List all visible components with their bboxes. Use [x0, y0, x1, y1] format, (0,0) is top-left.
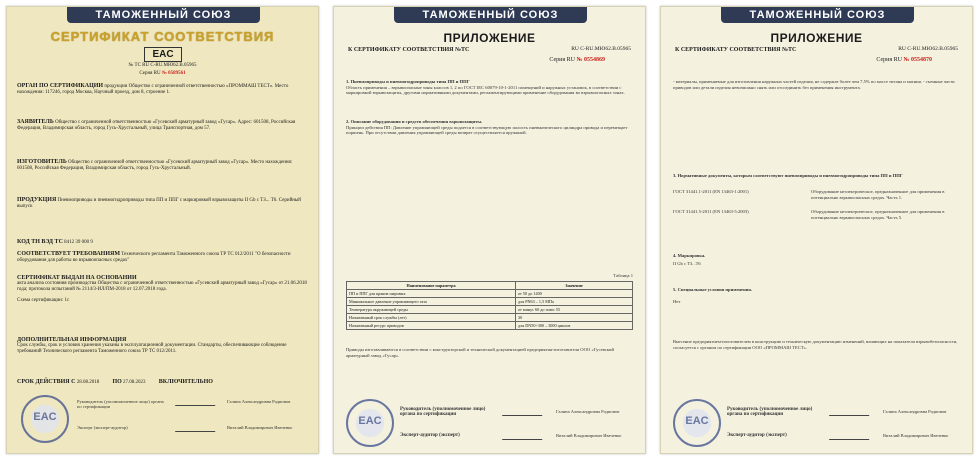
section-4-text: II Gb c T3...T6 [673, 261, 701, 266]
stamp-eac-mark: EAC [358, 415, 382, 427]
customs-union-banner: ТАМОЖЕННЫЙ СОЮЗ [67, 7, 260, 23]
head-signature-label: Руководитель (уполномоченное лицо) органа по сертификации [400, 407, 486, 417]
head-signature [502, 405, 546, 416]
appendix-subtitle: К СЕРТИФИКАТУ СООТВЕТСТВИЯ №ТС [675, 47, 797, 53]
product-label: ПРОДУКЦИЯ [17, 197, 57, 203]
series-number: № 0554869 [576, 57, 605, 63]
expert-signature [829, 429, 873, 440]
maker-text: Общество с ограниченной ответственностью «Гусевский арматурный завод «Гусар». Место нахождения: 601508, Российская Федерация, Владимирская область, город Гусь-Хрустальный. [17, 160, 293, 172]
valid-to-label: ПО [112, 379, 122, 385]
valid-from-label: СРОК ДЕЙСТВИЯ С [17, 379, 76, 385]
table-row [347, 322, 633, 330]
requirements-block [17, 251, 308, 264]
table-cell-value: 30 [516, 314, 633, 322]
organ-label: ОРГАН ПО СЕРТИФИКАЦИИ [17, 83, 104, 89]
table-cell-value: для DN50÷300 – 3000 циклов [516, 322, 633, 330]
expert-name: Виталий Владимирович Ивеченко [883, 433, 949, 438]
section-5-text: Нет [673, 299, 681, 304]
customs-union-banner: ТАМОЖЕННЫЙ СОЮЗ [721, 7, 914, 23]
extra-text: Срок службы, срок и условия хранения указаны в эксплуатационной документации. Стандарты, обеспечивающие соблюдение требований Технического регламента Таможенного союза ТР ТС 012/2011. [17, 343, 287, 355]
appendix-subtitle: К СЕРТИФИКАТУ СООТВЕТСТВИЯ №ТС [348, 47, 470, 53]
standard-2-desc: Оборудование неэлектрическое, предназначенное для применения в потенциально взрывоопасных средах. Часть 5. [811, 209, 945, 220]
head-name: Галина Александровна Родионов [556, 409, 620, 414]
certification-stamp [21, 395, 69, 443]
product-text: Пневмоприводы и пневмогидроприводы типа ПП и ППГ с маркировкой взрывозащиты II Gb с ТЗ... Т6. Серийный выпуск [17, 198, 301, 210]
parameters-table [346, 281, 633, 330]
basis-text: акта анализа состояния производства Общества с ограниченной ответственностью «Гусевский арматурный завод «Гусар» от 21.06.2018 года; протокола испытаний № 2114/3-ИЛ/ПМ-2018 от 12.07.2018 года. [17, 281, 307, 293]
appendix-title: ПРИЛОЖЕНИЕ [770, 31, 863, 45]
stamp-eac-mark: EAC [685, 415, 709, 427]
head-signature [829, 405, 873, 416]
table-row [347, 306, 633, 314]
expert-signature [175, 421, 219, 432]
code-label: КОД ТН ВЭД ТС [17, 239, 63, 245]
head-signature-label: Руководитель (уполномоченное лицо) органа по сертификации [77, 399, 164, 409]
series-row [17, 71, 308, 77]
maker-label: ИЗГОТОВИТЕЛЬ [17, 159, 67, 165]
code-value: 8412 39 000 9 [64, 240, 93, 245]
series-number: № 0554870 [903, 57, 932, 63]
expert-name: Виталий Владимирович Ивеченко [227, 425, 293, 430]
head-name: Галина Александровна Родионов [227, 399, 291, 404]
table-cell-param: Минимальное давление управляющего газа [347, 298, 516, 306]
head-signature [175, 395, 219, 406]
table-caption: Таблица 1 [613, 273, 633, 278]
table-cell-param: Назначенный ресурс приводов [347, 322, 516, 330]
section-3-title: 3. Нормативные документы, которым соответствуют пневмоприводы и пневмогидроприводы типа ПП и ППГ [673, 173, 903, 178]
table-cell-param: ПП и ППГ для кранов шаровых [347, 290, 516, 298]
applicant-block [17, 119, 308, 132]
appendix-series-row [549, 57, 605, 63]
organ-text: продукции Общество с ограниченной ответственностью «ПРОММАШ ТЕСТ». Место нахождения: 117246, город Москва, Научный проезд, дом 8, строение 1. [17, 84, 289, 96]
certificate-title: СЕРТИФИКАТ СООТВЕТСТВИЯ [50, 29, 275, 44]
series-label: Серия RU [139, 71, 161, 76]
expert-signature-label: Эксперт-аудитор (эксперт) [727, 433, 787, 438]
expert-signature [502, 429, 546, 440]
eac-mark: EAC [144, 47, 182, 62]
table-cell-value: от 50 до 1400 [516, 290, 633, 298]
section-5-title: 5. Специальные условия применения. [673, 287, 752, 292]
extra-label: ДОПОЛНИТЕЛЬНАЯ ИНФОРМАЦИЯ [17, 337, 127, 343]
head-signature-label: Руководитель (уполномоченное лицо) органа по сертификации [727, 407, 813, 417]
section-1-text: Область применения – взрывоопасные зоны классов 1, 2 по ГОСТ IEC 60079-10-1-2011 помещений и наружных установок, в соответствии с маркировкой взрывозащиты, другими нормативными документами, регламентирующими применение оборудования во взрывоопасных зонах. [346, 84, 625, 96]
stamp-eac-mark: EAC [33, 411, 57, 423]
appendix-page-1 [333, 6, 646, 454]
closing-text: Внесение предприятием-изготовителем в конструкцию и техническую документацию изменений, влияющих на показатели взрывобезопасности, согласуется с органом по сертификации ООО «ПРОММАШ ТЕСТ». [673, 339, 958, 350]
organ-block [17, 83, 308, 96]
table-cell-param: Назначенный срок службы (лет) [347, 314, 516, 322]
appendix-code: RU С-RU.МЮ62.В.05965 [571, 46, 631, 52]
certification-stamp [346, 399, 394, 447]
valid-from-value: 28.08.2018 [76, 380, 100, 385]
customs-union-banner: ТАМОЖЕННЫЙ СОЮЗ [394, 7, 587, 23]
table-row [347, 314, 633, 322]
table-cell-param: Температура окружающей среды [347, 306, 516, 314]
requirements-label: СООТВЕТСТВУЕТ ТРЕБОВАНИЯМ [17, 251, 120, 257]
inclusive-label: ВКЛЮЧИТЕЛЬНО [158, 379, 213, 385]
series-label: Серия RU [549, 57, 575, 63]
standard-1-desc: Оборудование неэлектрическое, предназначенное для применения в потенциально взрывоопасных средах. Часть 1. [811, 189, 945, 200]
series-label: Серия RU [876, 57, 902, 63]
series-number: № 0589561 [161, 71, 186, 76]
standard-2: ГОСТ 31441.5-2011 (EN 13463-5:2003) [673, 209, 749, 214]
scheme-text: Схема сертификации: 1с [17, 297, 70, 303]
table-header-param: Наименование параметра [347, 282, 516, 290]
basis-block [17, 275, 308, 304]
table-header-row [347, 282, 633, 290]
table-row [347, 290, 633, 298]
code-block [17, 239, 308, 246]
materials-text: - материалы, применяемые для изготовления наружных частей изделия, не содержат более чем 7,5% по массе титана и магния. - съемные части приводов или детали изделия невозможно снять или отсоединить без применения инструмента. [673, 79, 955, 90]
product-block [17, 197, 308, 210]
appendix-title: ПРИЛОЖЕНИЕ [443, 31, 536, 45]
appendix-page-2 [660, 6, 973, 454]
section-2 [346, 119, 633, 136]
validity-row [17, 379, 308, 386]
section-1-title: 1. Пневмоприводы и пневмогидроприводы типа ПП и ППГ [346, 79, 470, 84]
expert-name: Виталий Владимирович Ивеченко [556, 433, 622, 438]
section-4-title: 4. Маркировка. [673, 253, 706, 258]
table-header-value: Значение [516, 282, 633, 290]
extra-block [17, 337, 308, 356]
table-row [347, 298, 633, 306]
valid-to-value: 27.08.2023 [123, 380, 146, 385]
certificate-number: № ТС RU С-RU.МЮ62.В.05965 [128, 63, 197, 68]
applicant-label: ЗАЯВИТЕЛЬ [17, 119, 54, 125]
table-cell-value: для PN63 – 1,5 МПа [516, 298, 633, 306]
section-2-text: Принцип действия ПП: Давление управляющей среды подается в соответствующую полость пневматического цилиндра привода и перемещает поршень. При отсутствии давления управляющей среды возврат осуществляется пружиной. [346, 124, 628, 136]
standard-1: ГОСТ 31441.1-2011 (EN 13463-1:2001) [673, 189, 749, 194]
section-2-title: 2. Описание оборудования и средств обеспечения взрывозащиты. [346, 119, 483, 124]
head-name: Галина Александровна Родионов [883, 409, 947, 414]
section-3-text: Приводы изготавливаются в соответствии с конструкторской и технической документацией предприятия-изготовителя ООО «Гусевский арматурный завод «Гусар». [346, 347, 614, 358]
appendix-code: RU С-RU.МЮ62.В.05965 [898, 46, 958, 52]
requirements-text: Технического регламента Таможенного союза ТР ТС 012/2011 "О безопасности оборудования для работы во взрывоопасных средах" [17, 252, 291, 264]
basis-label: СЕРТИФИКАТ ВЫДАН НА ОСНОВАНИИ [17, 275, 137, 281]
expert-signature-label: Эксперт-аудитор (эксперт) [400, 433, 460, 438]
certification-stamp [673, 399, 721, 447]
appendix-series-row [876, 57, 932, 63]
expert-signature-label: Эксперт (эксперт-аудитор) [77, 425, 128, 430]
certificate-page [6, 6, 319, 454]
applicant-text: Общество с ограниченной ответственностью «Гусевский арматурный завод «Гусар». Адрес: 601508, Российская Федерация, Владимирская область, город Гусь-Хрустальный, улица Транспортная, дом 57. [17, 120, 296, 132]
section-1 [346, 79, 633, 96]
maker-block [17, 159, 308, 172]
table-cell-value: от минус 60 до плюс 55 [516, 306, 633, 314]
